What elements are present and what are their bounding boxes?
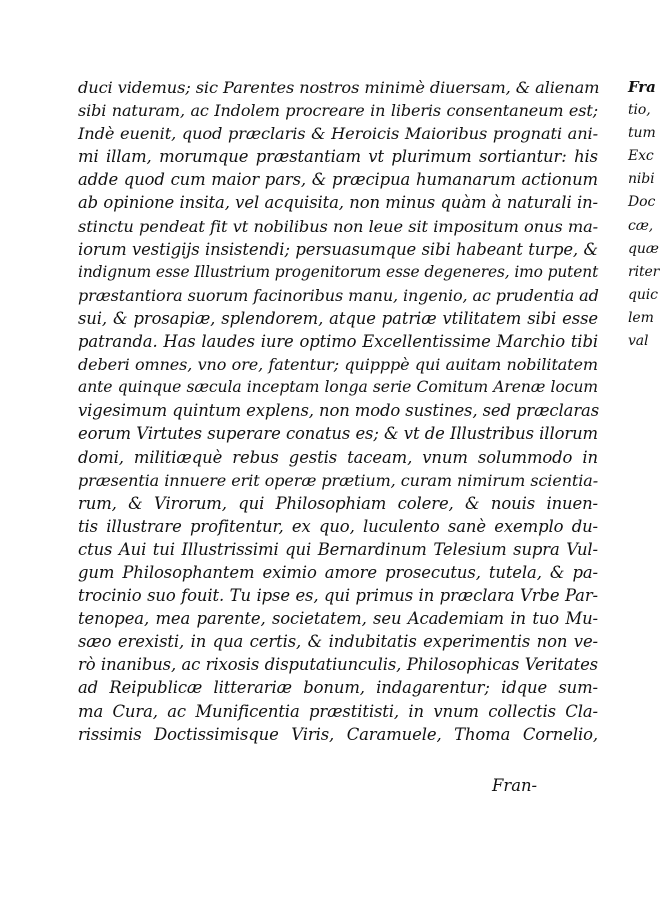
text-line: quic xyxy=(628,286,658,303)
text-line: ma Cura, ac Munificentia præstitisti, in vnum collectis Cla- xyxy=(78,701,598,721)
text-line: mi illam, morumque præstantiam vt plurimum sortiantur: his xyxy=(78,147,598,167)
text-line: nibi xyxy=(628,171,655,188)
text-line: tum xyxy=(628,125,656,142)
text-line: indignum esse Illustrium progenitorum esse degeneres, imo putent xyxy=(78,262,599,281)
main-page-text xyxy=(78,76,598,746)
text-line: stinctu pendeat fit vt nobilibus non leue sit impositum onus ma- xyxy=(78,216,598,236)
text-line: præsentia innuere erit operæ prætium, curam nimirum scientia- xyxy=(78,470,598,490)
text-line: tenopea, mea parente, societatem, seu Academiam in tuo Mu- xyxy=(78,609,598,629)
text-line: patranda. Has laudes iure optimo Excellentissime Marchio tibi xyxy=(78,332,598,352)
text-line: vigesimum quintum explens, non modo sustines, sed præclaras xyxy=(78,401,600,421)
text-line: præstantiora suorum facinoribus manu, ingenio, ac prudentia ad xyxy=(78,285,599,305)
adjacent-page-fragment xyxy=(628,76,668,353)
text-line: sui, & prosapiæ, splendorem, atque patriæ vtilitatem sibi esse xyxy=(78,308,598,328)
text-line: iorum vestigijs insistendi; persuasumque sibi habeant turpe, & xyxy=(78,239,598,259)
text-line: ad Reipublicæ litterariæ bonum, indagarentur; idque sum- xyxy=(78,678,598,698)
text-line: Doc xyxy=(628,194,656,211)
text-line: rum, & Virorum, qui Philosophiam colere, & nouis inuen- xyxy=(78,493,598,513)
text-line: rissimis Doctissimisque Viris, Caramuele, Thoma Cornelio, xyxy=(78,724,598,744)
text-line: eorum Virtutes superare conatus es; & vt de Illustribus illorum xyxy=(78,424,598,444)
text-line: trocinio suo fouit. Tu ipse es, qui primus in præclara Vrbe Par- xyxy=(78,586,598,606)
text-line: sæo erexisti, in qua certis, & indubitatis experimentis non ve- xyxy=(78,632,598,652)
text-line: Indè euenit, quod præclaris & Heroicis Maioribus prognati ani- xyxy=(78,124,598,144)
text-line: domi, militiæquè rebus gestis taceam, vnum solummodo in xyxy=(78,447,598,467)
text-line: gum Philosophantem eximio amore prosecutus, tutela, & pa- xyxy=(78,562,598,582)
text-line: Fra xyxy=(628,78,656,96)
text-line: duci videmus; sic Parentes nostros minimè diuersam, & alienam xyxy=(78,78,600,97)
text-line: tis illustrare profitentur, ex quo, luculento sanè exemplo du- xyxy=(78,516,598,536)
text-line: Exc xyxy=(628,148,654,165)
catchword: Fran- xyxy=(492,776,538,795)
text-line: quæ xyxy=(628,240,659,257)
text-line: ctus Aui tui Illustrissimi qui Bernardinum Telesium supra Vul- xyxy=(78,539,598,559)
text-line: riter xyxy=(628,263,660,280)
text-line: val xyxy=(628,333,649,350)
text-line: lem xyxy=(628,309,654,326)
page-gutter xyxy=(612,0,615,900)
text-line: deberi omnes, vno ore, fatentur; quipppè qui auitam nobilitatem xyxy=(78,355,598,375)
text-line: cæ, xyxy=(628,217,654,234)
text-line: tio, xyxy=(628,102,651,119)
text-line: ab opinione insita, vel acquisita, non minus quàm à naturali in- xyxy=(78,193,598,213)
text-line: rò inanibus, ac rixosis disputatiunculis, Philosophicas Veritates xyxy=(78,655,598,675)
text-line: ante quinque sæcula inceptam longa serie Comitum Arenæ locum xyxy=(78,378,598,397)
text-line: sibi naturam, ac Indolem procreare in liberis consentaneum est; xyxy=(78,101,598,121)
text-line: adde quod cum maior pars, & præcipua humanarum actionum xyxy=(78,170,598,190)
